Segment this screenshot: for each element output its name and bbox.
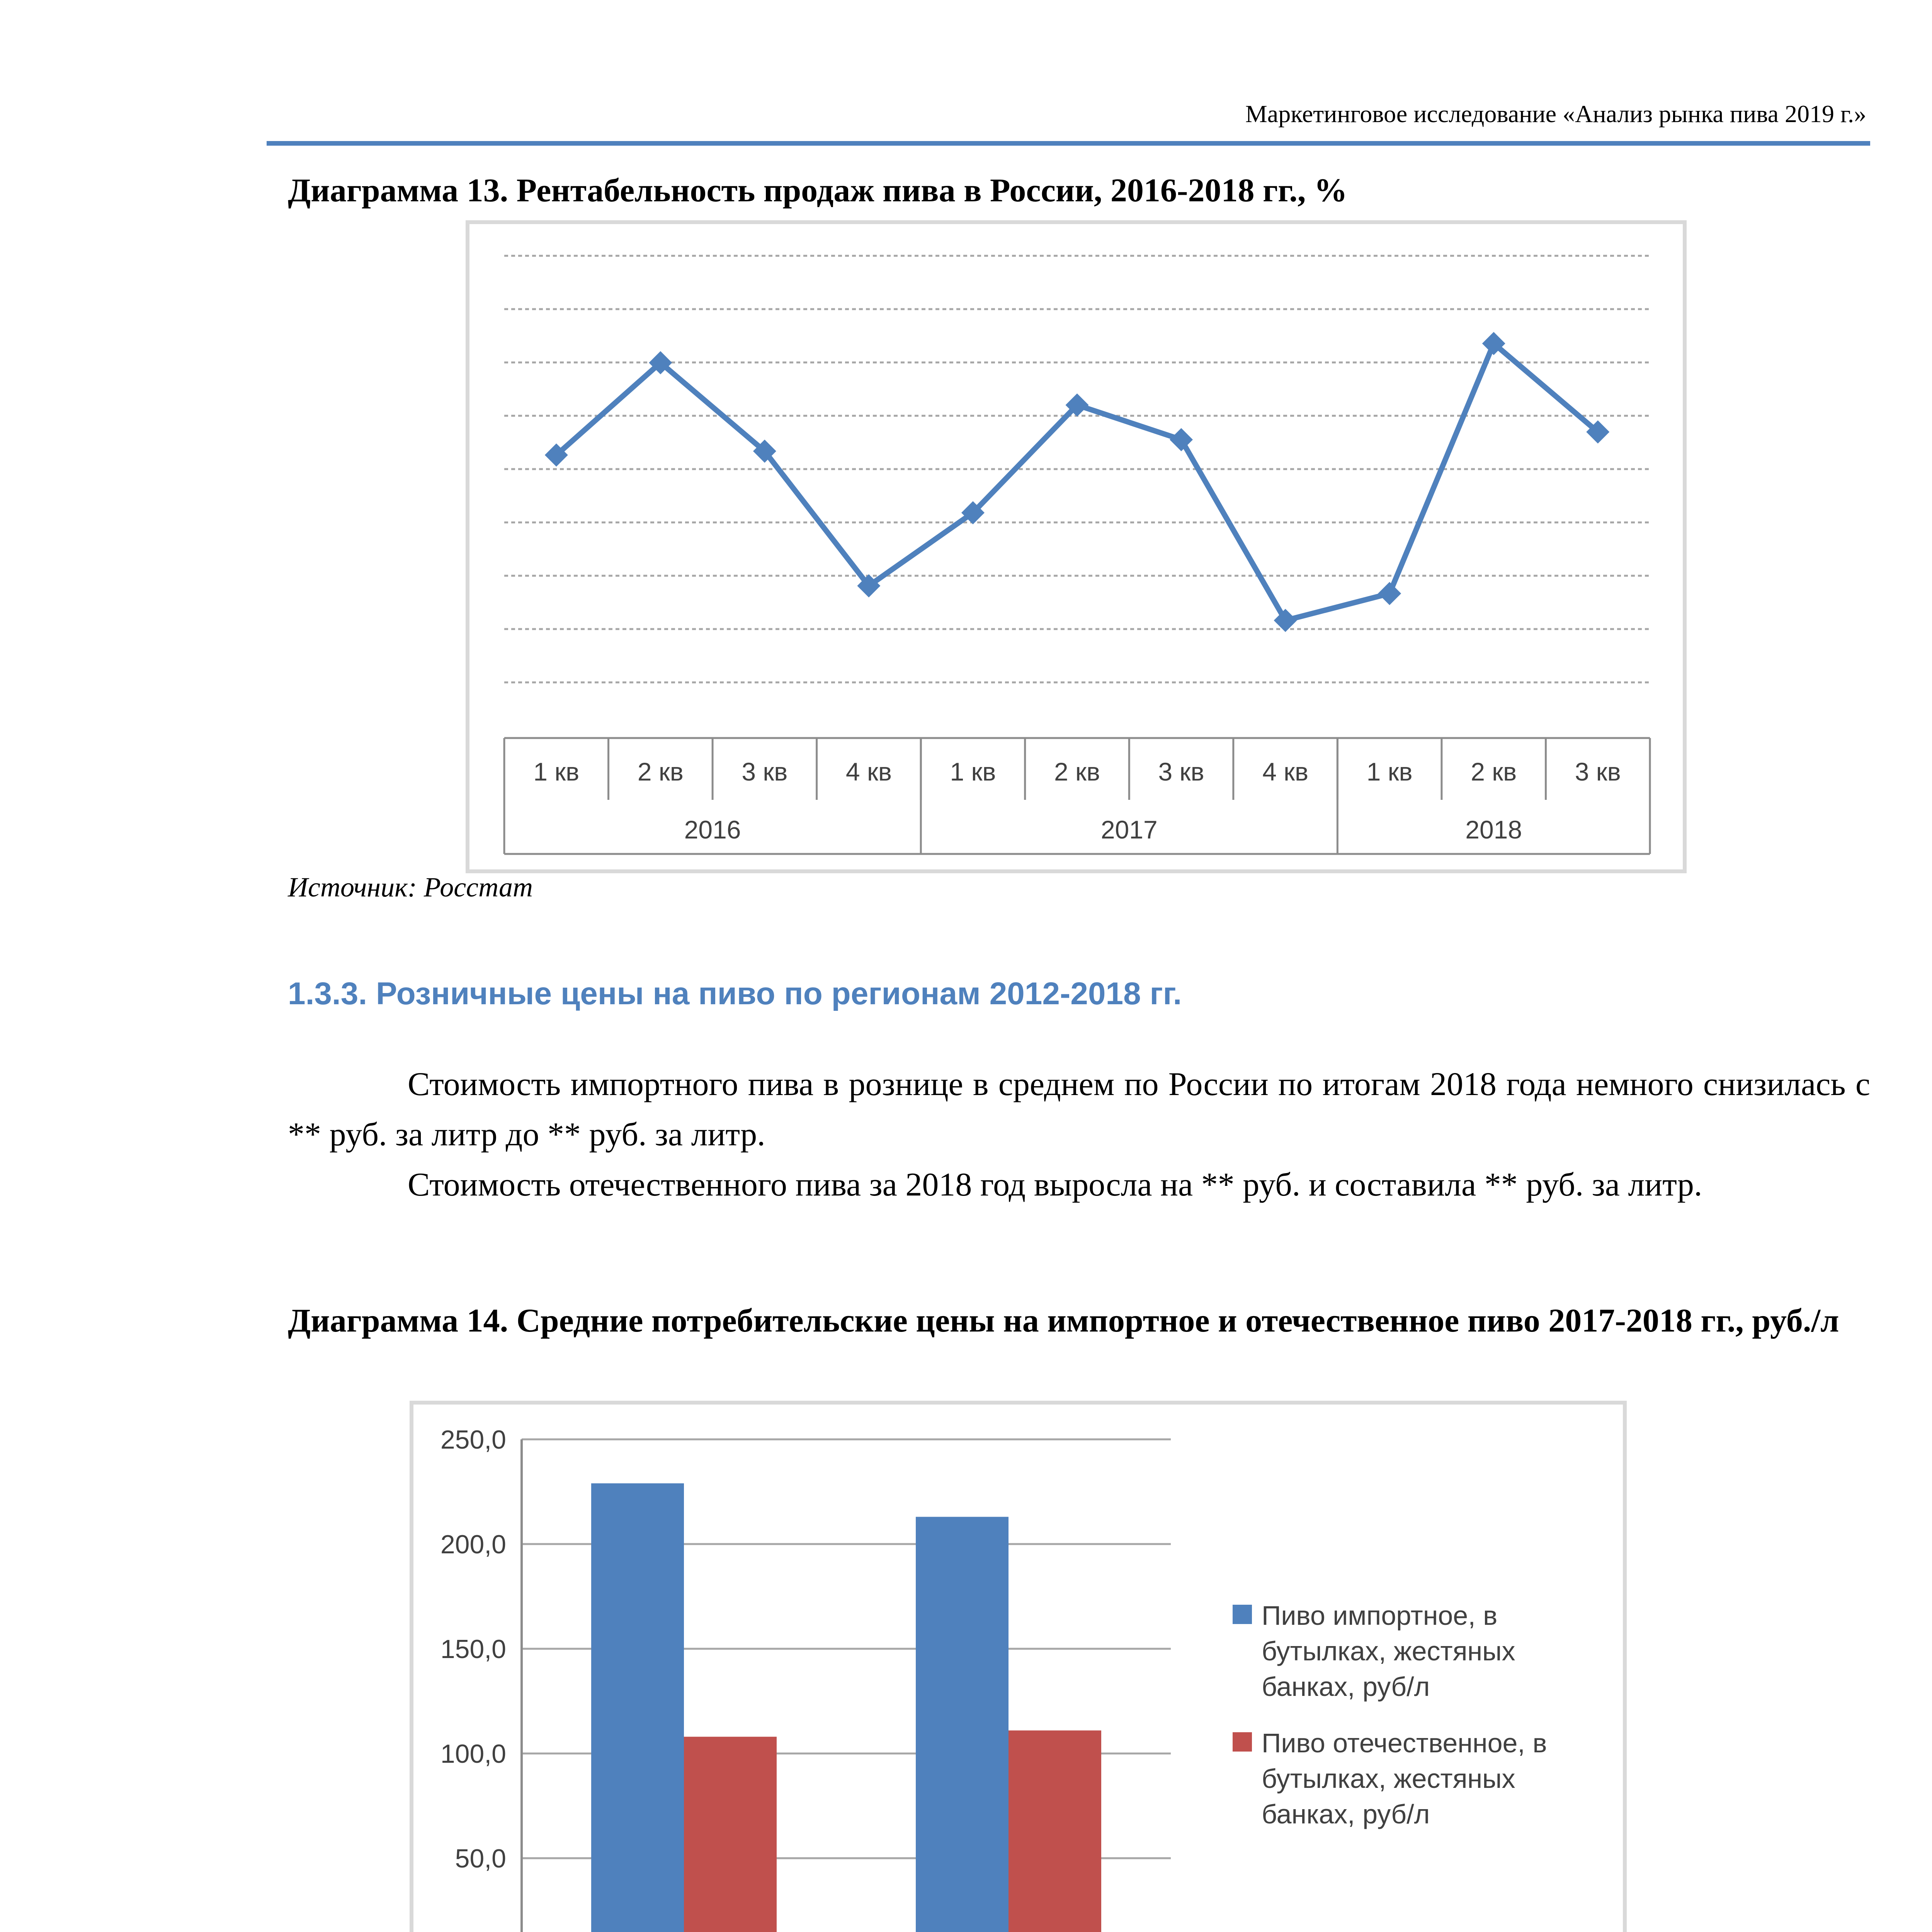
y-tick-label: 150,0 [440, 1634, 506, 1664]
running-header: Маркетинговое исследование «Анализ рынка пива 2019 г.» [1245, 100, 1866, 128]
data-point [1170, 428, 1193, 451]
year-group-label: 2016 [684, 815, 741, 844]
y-tick-label: 100,0 [440, 1739, 506, 1769]
y-tick-label: 200,0 [440, 1530, 506, 1559]
legend-label: Пиво импортное, в бутылках, жестяных банках, руб/л [1262, 1600, 1515, 1702]
x-tick-label: 1 кв [533, 757, 580, 786]
y-tick-label: 250,0 [440, 1425, 506, 1454]
header-rule [267, 141, 1870, 146]
data-point [1378, 582, 1401, 605]
x-tick-label: 1 кв [1366, 757, 1413, 786]
x-tick-label: 3 кв [742, 757, 788, 786]
year-group-label: 2017 [1100, 815, 1158, 844]
x-tick-label: 2 кв [1471, 757, 1517, 786]
y-tick-label: 50,0 [455, 1844, 506, 1873]
x-tick-label: 3 кв [1158, 757, 1204, 786]
bar [684, 1737, 777, 1932]
chart13-source: Источник: Росстат [288, 872, 533, 903]
x-tick-label: 2 кв [637, 757, 684, 786]
x-tick-label: 2 кв [1054, 757, 1100, 786]
chart13-frame [466, 220, 1687, 873]
series-line [556, 344, 1598, 621]
chart14-caption: Диаграмма 14. Средние потребительские цены на импортное и отечественное пиво 2017-2018 гг., руб./л [288, 1302, 1839, 1339]
legend-label: Пиво отечественное, в бутылках, жестяных банках, руб/л [1262, 1728, 1547, 1829]
chart13-caption: Диаграмма 13. Рентабельность продаж пива в России, 2016-2018 гг., % [288, 172, 1347, 209]
bar [1009, 1730, 1101, 1932]
bar [916, 1517, 1009, 1932]
chart14-frame [410, 1401, 1627, 1932]
x-tick-label: 1 кв [950, 757, 996, 786]
x-tick-label: 3 кв [1575, 757, 1621, 786]
legend-swatch [1233, 1732, 1252, 1752]
legend-swatch [1233, 1605, 1252, 1624]
section-heading: 1.3.3. Розничные цены на пиво по регионам 2012-2018 гг. [288, 976, 1182, 1011]
x-tick-label: 4 кв [1262, 757, 1309, 786]
bar [591, 1483, 684, 1932]
x-tick-label: 4 кв [845, 757, 892, 786]
paragraph-domestic-price: Стоимость отечественного пива за 2018 год выросла на ** руб. и составила ** руб. за литр. [408, 1166, 1702, 1203]
profitability-line-chart [469, 224, 1683, 869]
paragraph-import-price: Стоимость импортного пива в рознице в среднем по России по итогам 2018 года немного снизилась с ** руб. за литр до ** руб. за литр. [288, 1065, 1870, 1153]
year-group-label: 2018 [1465, 815, 1522, 844]
prices-bar-chart [413, 1405, 1623, 1932]
